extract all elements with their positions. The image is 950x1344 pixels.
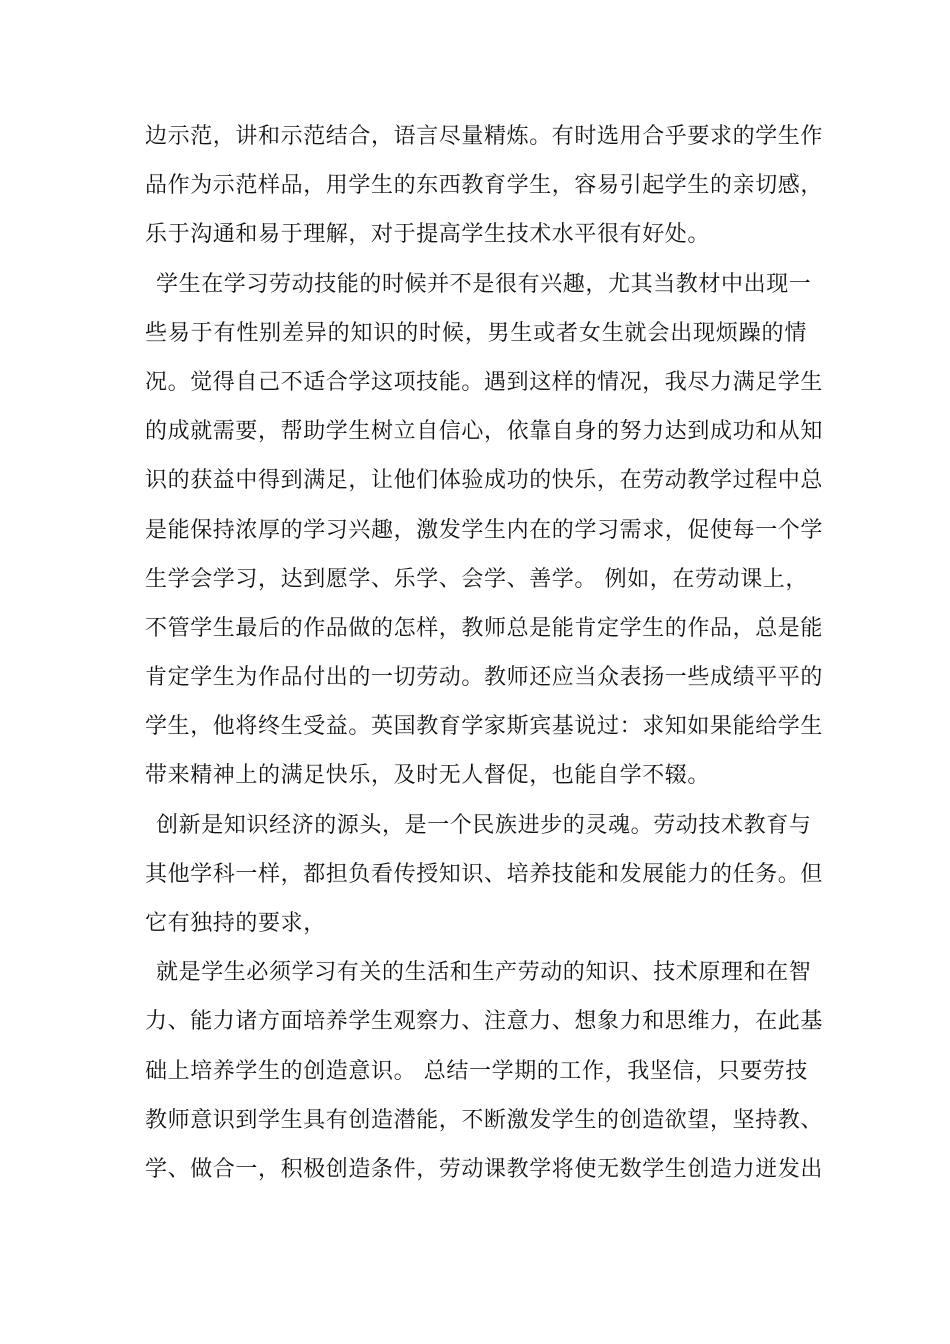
text-line: 不管学生最后的作品做的怎样，教师总是能肯定学生的作品，总是能 xyxy=(145,615,824,641)
paragraph-2 xyxy=(145,260,824,801)
text-line: 乐于沟通和易于理解，对于提高学生技术水平很有好处。 xyxy=(145,222,711,248)
text-line: 它有独持的要求， xyxy=(145,911,326,936)
text-line: 生学会学习，达到愿学、乐学、会学、善学。 例如，在劳动课上， xyxy=(145,566,808,592)
text-line: 学、做合一，积极创造条件，劳动课教学将使无数学生创造力迸发出 xyxy=(145,1156,824,1182)
text-line: 其他学科一样，都担负看传授知识、培养技能和发展能力的任务。但 xyxy=(145,861,824,887)
text-line: 品作为示范样品，用学生的东西教育学生，容易引起学生的亲切感， xyxy=(145,173,824,199)
text-line: 识的获益中得到满足，让他们体验成功的快乐，在劳动教学过程中总 xyxy=(145,468,824,494)
text-line: 创新是知识经济的源头，是一个民族进步的灵魂。劳动技术教育与 xyxy=(156,812,812,838)
text-line: 学生在学习劳动技能的时候并不是很有兴趣，尤其当教材中出现一 xyxy=(156,271,812,297)
text-line: 教师意识到学生具有创造潜能，不断激发学生的创造欲望，坚持教、 xyxy=(145,1107,824,1133)
text-line: 是能保持浓厚的学习兴趣，激发学生内在的学习需求，促使每一个学 xyxy=(145,517,824,543)
text-line: 肯定学生为作品付出的一切劳动。教师还应当众表扬一些成绩平平的 xyxy=(145,665,824,691)
paragraph-1 xyxy=(145,112,824,260)
text-line: 边示范，讲和示范结合，语言尽量精炼。有时选用合乎要求的学生作 xyxy=(145,124,824,149)
paragraph-4 xyxy=(145,948,824,1194)
text-line: 础上培养学生的创造意识。 总结一学期的工作，我坚信，只要劳技 xyxy=(145,1058,808,1084)
text-line: 带来精神上的满足快乐，及时无人督促，也能自学不辍。 xyxy=(145,763,711,789)
text-line: 些易于有性别差异的知识的时候，男生或者女生就会出现烦躁的情 xyxy=(145,320,807,346)
text-line: 学生，他将终生受益。英国教育学家斯宾基说过：求知如果能给学生 xyxy=(145,714,824,740)
text-line: 就是学生必须学习有关的生活和生产劳动的知识、技术原理和在智 xyxy=(156,960,812,986)
text-line: 的成就需要，帮助学生树立自信心，依靠自身的努力达到成功和从知 xyxy=(145,419,824,445)
document-body xyxy=(145,112,824,1194)
paragraph-3 xyxy=(145,801,824,949)
text-line: 况。觉得自己不适合学这项技能。遇到这样的情况，我尽力满足学生 xyxy=(145,369,824,395)
text-line: 力、能力诸方面培养学生观察力、注意力、想象力和思维力，在此基 xyxy=(145,1009,824,1035)
